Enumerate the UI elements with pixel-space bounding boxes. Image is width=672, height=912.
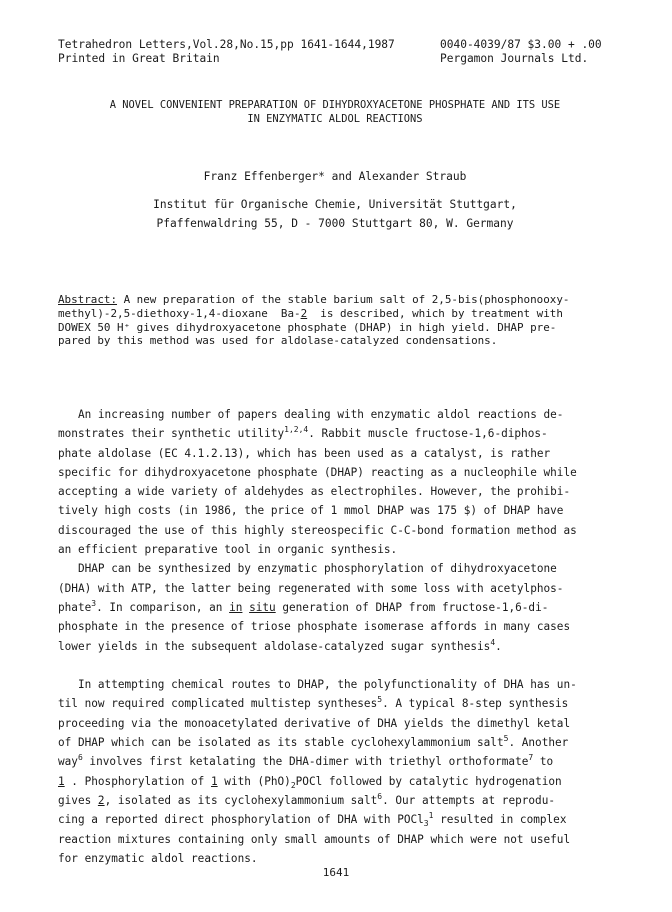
affiliation-line-1: Institut für Organische Chemie, Universität Stuttgart, — [153, 198, 517, 211]
authors: Franz Effenberger* and Alexander Straub — [203, 170, 467, 183]
publisher-line: Pergamon Journals Ltd. — [440, 52, 589, 65]
body-text-run: of DHAP which can be isolated as its stable cyclohexylammonium salt — [58, 736, 504, 750]
publisher-info — [440, 38, 602, 66]
body-text-run: to — [533, 755, 554, 769]
subscript: 3 — [423, 819, 429, 829]
body-text-run: . — [495, 639, 502, 653]
para1-line: phate aldolase (EC 4.1.2.13), which has been used as a catalyst, is rather — [58, 446, 551, 460]
body-text-run: with (PhO) — [217, 774, 291, 788]
abstract-line-1: A new preparation of the stable barium salt of 2,5-bis(phosphonooxy- — [117, 293, 570, 306]
body-text-run: monstrates their synthetic utility — [58, 427, 285, 441]
body-text-run: . Phosphorylation of — [64, 774, 211, 788]
para1-line: discouraged the use of this highly stereospecific C-C-bond formation method as — [58, 523, 577, 537]
affiliation-line-2: Pfaffenwaldring 55, D - 7000 Stuttgart 80, W. Germany — [156, 217, 514, 230]
title-line-1: A NOVEL CONVENIENT PREPARATION OF DIHYDROXYACETONE PHOSPHATE AND ITS USE — [109, 99, 561, 111]
citation-ref: 6 — [77, 753, 83, 763]
abstract-text: methyl)-2,5-diethoxy-1,4-dioxane Ba- — [58, 306, 301, 320]
para3-line — [58, 791, 555, 807]
page-number: 1641 — [322, 866, 350, 879]
abstract-label: Abstract: — [58, 293, 118, 306]
body-text-run: phate — [58, 600, 92, 614]
compound-ref: 2 — [97, 793, 105, 807]
para1-line: accepting a wide variety of aldehydes as electrophiles. However, the prohibi- — [58, 485, 571, 499]
para1-line: an efficient preparative tool in organic synthesis. — [58, 543, 398, 557]
italic-term: situ — [249, 600, 276, 614]
body-text-run: lower yields in the subsequent aldolase-catalyzed sugar synthesis — [58, 639, 491, 653]
para2-line — [58, 598, 549, 614]
body-text-run: . A typical 8-step synthesis — [382, 697, 569, 711]
citation-ref: 3 — [91, 598, 97, 608]
citation-ref: 1,2,4 — [284, 425, 309, 435]
body-text-run: . Another — [508, 736, 569, 750]
title-line-2: IN ENZYMATIC ALDOL REACTIONS — [247, 113, 423, 125]
body-text-run: generation of DHAP from fructose-1,6-di- — [275, 600, 549, 614]
abstract-line-3: DOWEX 50 H⁺ gives dihydroxyacetone phosphate (DHAP) in high yield. DHAP pre- — [58, 320, 557, 334]
italic-term: in — [229, 600, 243, 614]
journal-line: Tetrahedron Letters,Vol.28,No.15,pp 1641-1644,1987 — [58, 38, 395, 51]
para2-line: DHAP can be synthesized by enzymatic phosphorylation of dihydroxyacetone — [58, 562, 557, 576]
compound-ref: 1 — [58, 774, 65, 788]
para2-line: phosphate in the presence of triose phosphate isomerase affords in many cases — [58, 620, 571, 634]
body-text-run: POCl followed by catalytic hydrogenation — [295, 774, 562, 788]
para3-line: proceeding via the monoacetylated derivative of DHA yields the dimethyl ketal — [58, 716, 571, 730]
para3-line — [58, 697, 568, 710]
para1-line — [58, 427, 548, 440]
para2-line — [58, 637, 502, 653]
para1-line: tively high costs (in 1986, the price of 1 mmol DHAP was 175 $) of DHAP have — [58, 504, 564, 518]
abstract-line-4: pared by this method was used for aldolase-catalyzed condensations. — [58, 334, 498, 348]
body-text-run: cing a reported direct phosphorylation of DHA with POCl — [58, 813, 424, 827]
abstract-line-2 — [58, 307, 563, 320]
subscript: 2 — [290, 780, 296, 790]
abstract — [58, 293, 569, 348]
body-text-run: gives — [58, 793, 98, 807]
para3-line: In attempting chemical routes to DHAP, the polyfunctionality of DHA has un- — [58, 678, 577, 692]
body-text-run: . In comparison, an — [96, 600, 230, 614]
para3-line — [58, 736, 568, 749]
citation-ref: 6 — [377, 791, 383, 801]
para3-line: for enzymatic aldol reactions. — [58, 851, 258, 865]
citation-ref: 5 — [377, 695, 383, 705]
citation-ref: 4 — [490, 637, 496, 647]
journal-citation — [58, 38, 395, 66]
body-text-run: , isolated as its cyclohexylammonium salt — [104, 793, 378, 807]
paper-title — [40, 98, 630, 126]
compound-ref: 1 — [210, 774, 218, 788]
citation-ref: 5 — [503, 734, 509, 744]
para3-line — [58, 811, 567, 829]
para2-line: (DHA) with ATP, the latter being regenerated with some loss with acetylphos- — [58, 581, 564, 595]
body-text-run: . Rabbit muscle fructose-1,6-diphos- — [308, 427, 548, 441]
affiliation — [40, 195, 630, 233]
body-text-run: involves first ketalating the DHA-dimer with triethyl orthoformate — [82, 755, 529, 769]
citation-ref: 1 — [428, 811, 434, 821]
compound-ref: 2 — [300, 306, 308, 320]
para1-line: specific for dihydroxyacetone phosphate (DHAP) reacting as a nucleophile while — [58, 465, 577, 479]
body-text — [58, 405, 577, 868]
para3-line — [58, 775, 562, 788]
abstract-text: is described, which by treatment with — [307, 306, 563, 320]
printed-line: Printed in Great Britain — [58, 52, 220, 65]
para3-line: reaction mixtures containing only small amounts of DHAP which were not useful — [58, 832, 571, 846]
body-text-run: way — [58, 755, 78, 769]
price-line: 0040-4039/87 $3.00 + .00 — [440, 38, 602, 51]
body-text-run: resulted in complex — [433, 813, 567, 827]
body-text-run: til now required complicated multistep syntheses — [58, 697, 378, 711]
citation-ref: 7 — [528, 753, 534, 763]
para1-line: An increasing number of papers dealing with enzymatic aldol reactions de- — [58, 408, 564, 421]
body-text-run: . Our attempts at reprodu- — [382, 793, 555, 807]
para3-line — [58, 755, 553, 768]
